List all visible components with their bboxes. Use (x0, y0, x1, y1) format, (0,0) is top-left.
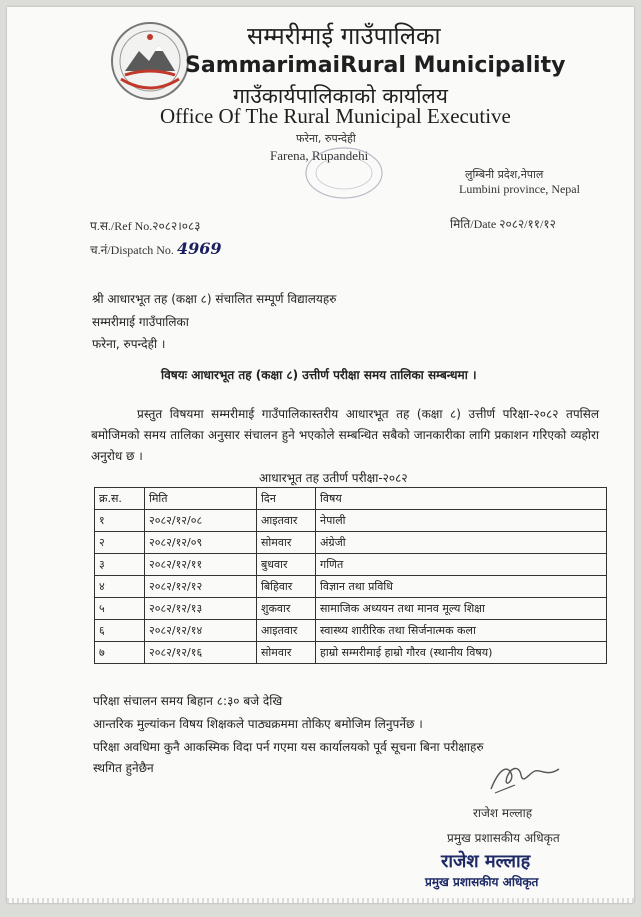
cell-subject: स्वास्थ्य शारीरिक तथा सिर्जनात्मक कला (316, 620, 607, 642)
cell-date: २०८२/१२/०९ (145, 532, 257, 554)
dispatch-label: च.नं/Dispatch No. (90, 243, 174, 257)
province-english: Lumbini province, Nepal (459, 182, 580, 196)
dispatch-value: 4969 (176, 239, 222, 258)
cell-day: बुधवार (257, 554, 316, 576)
cell-day: बिहिवार (257, 576, 316, 598)
cell-subject: सामाजिक अध्ययन तथा मानव मूल्य शिक्षा (316, 598, 607, 620)
cell-day: आइतवार (257, 620, 316, 642)
cell-date: २०८२/१२/१२ (145, 576, 257, 598)
cell-date: २०८२/१२/०८ (145, 510, 257, 532)
office-seal-stamp (303, 145, 385, 201)
signatory-name: राजेश मल्लाह (473, 806, 533, 820)
handwritten-signature (485, 759, 565, 797)
recipient-line-3: फरेना, रुपन्देही । (92, 337, 166, 351)
letter-body-text: प्रस्तुत विषयमा सम्मरीमाई गाउँपालिकास्तरीय आधारभूत तह (कक्षा ८) उत्तीर्ण परिक्षा-२०८२ तपसिल बमोजिमको समय तालिका अनुसार संचालन हुने भएकोले सम्बन्धित सबैको जानकारीका लागि प्रकाशन गरिएको व्यहोरा अनुरोध छ । (91, 407, 599, 463)
table-row (95, 620, 607, 642)
cell-subject: हाम्रो सम्मरीमाई हाम्रो गौरव (स्थानीय विषय) (316, 642, 607, 664)
cell-serial: ६ (95, 620, 145, 642)
table-caption: आधारभूत तह उतीर्ण परीक्षा-२०८२ (259, 471, 408, 485)
header-subject: विषय (316, 488, 607, 510)
table-row (95, 510, 607, 532)
header-date: मिति (145, 488, 257, 510)
cell-day: आइतवार (257, 510, 316, 532)
table-header-row (95, 488, 607, 510)
stamp-name: राजेश मल्लाह (441, 851, 531, 872)
address-english: Farena, Rupandehi (270, 148, 369, 163)
note-postponement-cont: स्थगित हुनेछैन (93, 761, 154, 775)
letter-body (91, 404, 599, 467)
ref-value: २०८२।०८३ (152, 219, 201, 233)
cell-serial: ३ (95, 554, 145, 576)
cell-day: शुकवार (257, 598, 316, 620)
letter-subject: विषयः आधारभूत तह (कक्षा ८) उत्तीर्ण परीक्षा समय तालिका सम्बन्धमा । (161, 368, 477, 382)
province-nepali: लुम्बिनी प्रदेश,नेपाल (465, 168, 544, 181)
cell-serial: ५ (95, 598, 145, 620)
cell-date: २०८२/१२/१६ (145, 642, 257, 664)
cell-subject: नेपाली (316, 510, 607, 532)
municipality-logo-icon (107, 19, 193, 103)
letter-date (450, 215, 556, 232)
stamp-title: प्रमुख प्रशासकीय अधिकृत (425, 875, 539, 889)
date-value: २०८२/११/१२ (499, 217, 556, 231)
office-name-english: Office Of The Rural Municipal Executive (160, 104, 511, 128)
recipient-line-1: श्री आधारभूत तह (कक्षा ८) संचालित सम्पूर्ण विद्यालयहरु (92, 292, 337, 306)
cell-subject: गणित (316, 554, 607, 576)
table-row (95, 554, 607, 576)
recipient-line-2: सम्मरीमाई गाउँपालिका (92, 315, 189, 329)
date-label: मिति/Date (450, 217, 497, 231)
cell-subject: अंग्रेजी (316, 532, 607, 554)
note-postponement: परिक्षा अवधिमा कुनै आकस्मिक विदा पर्न गएमा यस कार्यालयको पूर्व सूचना बिना परीक्षाहरु (93, 740, 484, 754)
cell-subject: विज्ञान तथा प्रविधि (316, 576, 607, 598)
exam-schedule-table (94, 487, 607, 664)
table-row (95, 532, 607, 554)
table-row (95, 598, 607, 620)
note-internal-assessment: आन्तरिक मुल्यांकन विषय शिक्षकले पाठ्यक्रममा तोकिए बमोजिम लिनुपर्नेछ । (93, 717, 423, 731)
header-day: दिन (257, 488, 316, 510)
ref-label: प.स./Ref No. (90, 219, 153, 233)
cell-day: सोमवार (257, 532, 316, 554)
header-serial: क्र.स. (95, 488, 145, 510)
cell-date: २०८२/१२/१३ (145, 598, 257, 620)
letter-page (7, 7, 634, 903)
cell-day: सोमवार (257, 642, 316, 664)
municipality-name-nepali: सम्मरीमाई गाउँपालिका (247, 22, 441, 50)
cell-serial: २ (95, 532, 145, 554)
office-name-nepali: गाउँकार्यपालिकाको कार्यालय (233, 84, 448, 108)
table-row (95, 642, 607, 664)
table-row (95, 576, 607, 598)
signatory-title: प्रमुख प्रशासकीय अधिकृत (447, 831, 560, 845)
cell-date: २०८२/१२/१४ (145, 620, 257, 642)
reference-number (90, 217, 201, 234)
cell-serial: ७ (95, 642, 145, 664)
note-exam-time: परिक्षा संचालन समय बिहान ८:३० बजे देखि (93, 694, 283, 708)
address-nepali: फरेना, रुपन्देही (296, 132, 356, 145)
dispatch-number (90, 239, 221, 258)
cell-serial: १ (95, 510, 145, 532)
paper-edge (7, 898, 634, 903)
cell-serial: ४ (95, 576, 145, 598)
municipality-name-english: SammarimaiRural Municipality (185, 53, 566, 78)
cell-date: २०८२/१२/११ (145, 554, 257, 576)
